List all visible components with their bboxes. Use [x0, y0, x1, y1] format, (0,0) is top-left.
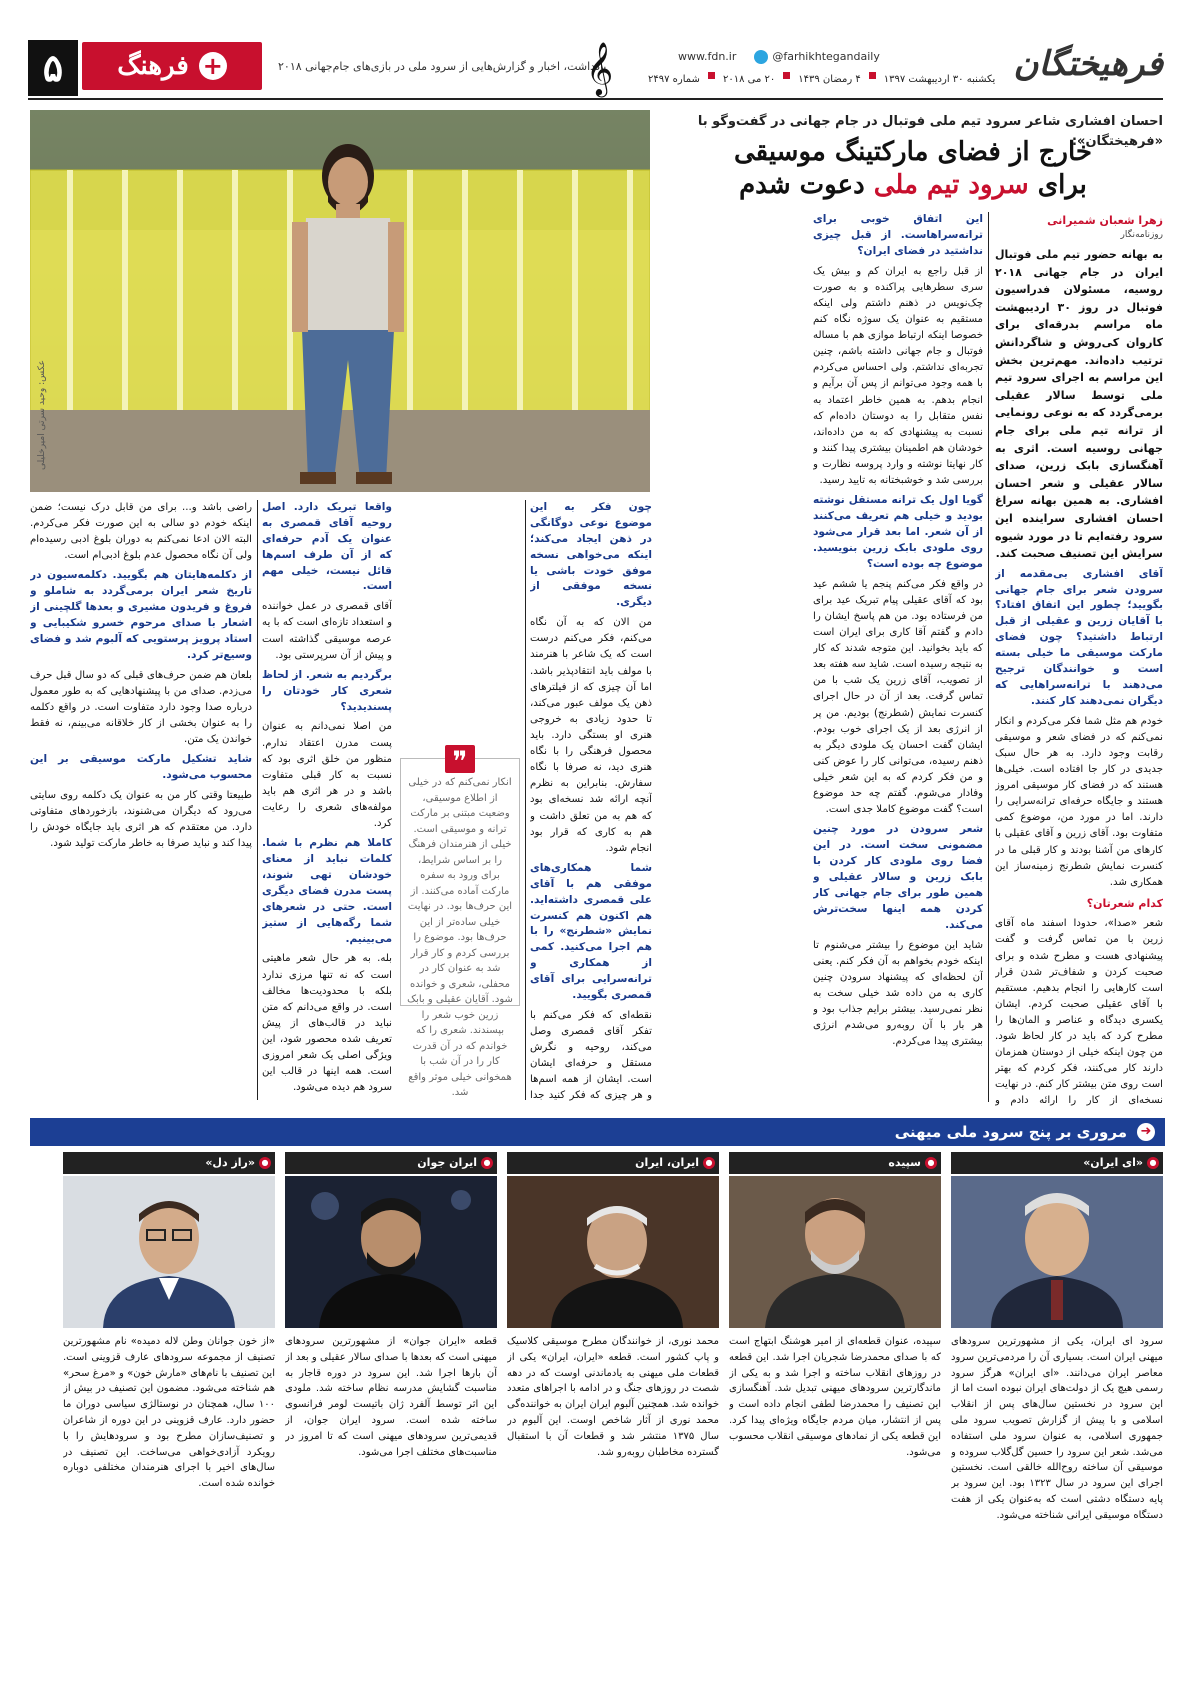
- telegram-icon: [754, 50, 768, 64]
- headline-line-1: خارج از فضای مارکتینگ موسیقی: [734, 137, 1092, 167]
- card-tag: ● «راز دل»: [63, 1152, 275, 1174]
- quote-mark-icon: ❞: [445, 745, 475, 773]
- article-headline: [663, 136, 1163, 201]
- newspaper-logo: فرهیختگان: [1013, 44, 1163, 84]
- masthead: [28, 36, 1163, 100]
- issue-number: شماره ۲۴۹۷: [648, 74, 700, 85]
- answer: بلعان هم ضمن حرف‌های قبلی که دو سال قبل حرف می‌زدم. صدای من با پیشنهادهایی که به طور معمول درباره صدا وجود دارد متفاوت است. در واقع دکلمه را به عنوان بخشی از کار خلاقانه می‌بینم، نه فقط خواندن یک متن.: [30, 669, 252, 746]
- anthem-card: [951, 1152, 1163, 1692]
- website-link[interactable]: www.fdn.ir: [678, 50, 737, 63]
- anthem-card: [285, 1152, 497, 1692]
- question: این اتفاق خوبی برای ترانه‌سراهاست. از قبل چیزی نداشتید در فضای ایران؟: [813, 213, 983, 257]
- answer: من الان که به آن نگاه می‌کنم، فکر می‌کنم درست است که یک شاعر با هنرمند با مولف باید انتقادپذیر باشد. اما آن چیزی که از فیلترهای ذهن یک مولف عبور می‌کند، تا حدود زیادی به خروجی هنری او بستگی دارد. باید محصول فرهنگی را با نگاه هنری دید، نه صرفا با نگاه سفارش. بنابراین به نظرم آنچه ارائه شد نسخه‌ای بود که هم به من تعلق داشت و هم به کاری که قرار بود انجام شود.: [530, 617, 652, 854]
- article-kicker: احسان افشاری شاعر سرود تیم ملی فوتبال در جام جهانی در گفت‌وگو با «فرهیختگان»:: [697, 114, 1163, 150]
- bullet-icon: ●: [1147, 1157, 1159, 1169]
- column-2: [813, 212, 983, 1106]
- plus-icon: +: [199, 52, 227, 80]
- card-tag: ● ایران جوان: [285, 1152, 497, 1174]
- web-links: [678, 48, 880, 65]
- pull-quote-text: انکار نمی‌کنم که در خیلی از اطلاع موسیقی، وضعیت مبتنی بر مارکت ترانه و موسیقی است. خیلی از هنرمندان فرهنگ را بر اساس شرایط، برای ورود به سفره مارکت آماده می‌کنند. از این حرف‌ها بود. در نهایت خیلی ساده‌تر از این حرف‌ها بود. موضوع را بررسی کردم و کار قرار شد به عنوان کار در محفلی، شعری و خوانده شود. آقایان عقیلی و بابک زرین خوب شعر را بپسندند. شعری را که خواندم که در آن قدرت کار را در آن شب با همخوانی خیلی موثر واقع شد.: [407, 777, 513, 1098]
- photo-caption: عکس: وحید سرتی امیرخلیلی: [37, 360, 47, 471]
- five-anthems-title: ➜ مروری بر پنج سرود ملی میهنی: [30, 1118, 1165, 1146]
- card-text: قطعه «ایران جوان» از مشهورترین سرودهای میهنی است که بعدها با صدای سالار عقیلی و بعد از آن بارها اجرا شد. این سرود در دوره قاجار به مناسبت گشایش مدرسه نظام ساخته شد. ملودی این اثر توسط آلفرد ژان باتیست لومر فرانسوی ساخته شده است. سرود ایران جوان، از قدیمی‌ترین سرودهای میهنی است که تا امروز در مناسبت‌های مختلف اجرا می‌شود.: [285, 1336, 497, 1458]
- section-label[interactable]: [82, 42, 262, 90]
- question: برگردیم به شعر. از لحاظ شعری کار خودتان را پسندیدید؟: [262, 668, 392, 713]
- page-number: ۵: [28, 40, 78, 96]
- date-persian: یکشنبه ۳۰ اردیبهشت ۱۳۹۷: [883, 74, 996, 85]
- card-photo: [729, 1176, 941, 1328]
- question: آقای افشاری بی‌مقدمه از سرودن شعر برای جام جهانی بگویید؛ چطور این اتفاق افتاد؟ با آقایان زرین و عقیلی از قبل ارتباط داشتید؟ چون فضای مارکت موسیقی ما خیلی بسته است و خوانندگان ترجیح می‌دهند با ترانه‌سراهایی که دیگران نمی‌دهند کار کنند.: [995, 567, 1163, 707]
- question: گویا اول یک ترانه مستقل نوشته بودید و خیلی هم تعریف می‌کنند از آن شعر. اما بعد قرار می‌شود روی ملودی بابک زرین بنویسید. موضوع چه بوده است؟: [813, 494, 983, 570]
- answer: آقای قمصری در عمل خواننده و استعداد تازه‌ای است که با یه عرصه موسیقی گذاشته است و پیش از آن سرپرستی بود.: [262, 601, 392, 661]
- date-hijri: ۴ رمضان ۱۴۳۹: [798, 74, 861, 85]
- card-photo: [507, 1176, 719, 1328]
- arrow-left-icon: ➜: [1137, 1123, 1155, 1141]
- column-1: [995, 246, 1163, 1106]
- date-line: [648, 72, 995, 88]
- card-text: سپیده، عنوان قطعه‌ای از امیر هوشنگ ابتهاج است که با صدای محمدرضا شجریان اجرا شد. این قطعه در روزهای انقلاب ساخته و اجرا شد و به یکی از ماندگارترین سرودهای میهنی تبدیل شد. آهنگسازی این تصنیف را محمدرضا لطفی انجام داده است و پس از انتشار، میان مردم جایگاه ویژه‌ای پیدا کرد. این قطعه یکی از نمادهای موسیقی انقلاب محسوب می‌شود.: [729, 1336, 941, 1458]
- card-text: «از خون جوانان وطن لاله دمیده» نام مشهورترین تصنیف از مجموعه سرودهای عارف قزوینی است. این تصنیف با نام‌های «مارش خون» و «مرغ سحر» هم شناخته می‌شود. مضمون این تصنیف در بیش از ۱۰۰ سال، همچنان در نوستالژی سیاسی دوران ما حضور دارد. عارف قزوینی در این دوره از شاعران و تصنیف‌سازان مطرح بود و سرودهایش را با رویکرد آزادی‌خواهی می‌ساخت. این تصنیف در سال‌های اخیر با اجرای هنرمندان مختلفی دوباره خوانده شده است.: [63, 1336, 275, 1490]
- portrait-illustration: [30, 110, 650, 492]
- card-text: محمد نوری، از خوانندگان مطرح موسیقی کلاسیک و پاپ کشور است. قطعه «ایران، ایران» یکی از قطعات ملی میهنی به یادماندنی اوست که در دهه شصت در روزهای جنگ و در ادامه با اجراهای متعدد خوانده شد. همچنین آلبوم ایران ایران به خواننده‌گی محمد نوری از آثار شاخص اوست. این آلبوم در سال ۱۳۷۵ منتشر شد و قطعات آن با استقبال گسترده مخاطبان روبه‌رو شد.: [507, 1336, 719, 1458]
- author-block: [1043, 212, 1163, 243]
- pull-quote: [400, 745, 520, 1098]
- answer: خودم هم مثل شما فکر می‌کردم و انکار نمی‌کنم که در فضای شعر و موسیقی رقابت وجود دارد. به هر حال سبک جدیدی در کار جا افتاده است. خیلی‌ها هستند که در فضای کار موسیقی امروز هستند و جایگاه حرفه‌ای ترانه‌سرایی را دارند. اما در مورد من، موضوع کمی متفاوت بود. آقای زرین و آقای عقیلی با کارهای من آشنا بودند و کار قبلی ما در کنسرت نمایش شطرنج زمینه‌ساز این همکاری شد.: [995, 715, 1163, 888]
- bullet-icon: ●: [259, 1157, 271, 1169]
- question: شما همکاری‌های موفقی هم با آقای علی قمصری داشته‌اید. هم اکنون هم کنسرت نمایش «شطرنج» را با هم اجرا می‌کنید. کمی از همکاری و ترانه‌سرایی برای آقای قمصری بگویید.: [530, 861, 652, 1001]
- column-5: [30, 500, 252, 1106]
- answer: نقطه‌ای که فکر می‌کنم با تفکر آقای قمصری وصل می‌کند، روحیه و نگرش مستقل و حرفه‌ای ایشان است. ایشان از همه اسم‌ها و هر چیزی که فکر کنید جدا: [530, 1009, 652, 1102]
- question: کاملا هم نظرم با شما. کلمات نباید از معنای خودشان تهی شوند، پست مدرن فضای دیگری است. حتی در شعرهای شما رگه‌هایی از ستیز می‌بینیم.: [262, 837, 392, 945]
- card-tag: ● ایران، ایران: [507, 1152, 719, 1174]
- headline-line-2: برای سرود تیم ملی دعوت شدم: [739, 169, 1087, 200]
- social-handle[interactable]: @farhikhtegandaily: [754, 48, 879, 65]
- answer: بله. به هر حال شعر ماهیتی است که نه تنها مرزی ندارد بلکه با محدودیت‌ها مخالف است. در واقع می‌دانم که متن نباید در قالب‌های از پیش تعریف شده محصور شود، این ویژگی اصلی یک شعر امروزی است. همه اینها در قالب این سرود هم دیده می‌شود.: [262, 953, 392, 1094]
- anthem-card: [507, 1152, 719, 1692]
- question: شعر سرودن در مورد چنین مضمونی سخت است. در این فضا روی ملودی کار کردن با بابک زرین و سالار عقیلی و همین طور برای جام جهانی کار کردن همه اینها سخت‌ترش می‌کند.: [813, 823, 983, 931]
- card-photo: [63, 1176, 275, 1328]
- answer: در واقع فکر می‌کنم پنجم یا ششم عید بود که آقای عقیلی پیام تبریک عید برای من فرستاده بود. من هم پاسخ ایشان را دادم و گفتم آقا کاری برای ایران است که باید بخوانید. این متوجه شدند که کار به نتیجه رسیده است. شاید سه هفته بعد از تصویب، آقای زرین یک شب با من تماس گرفت. بعد از آن در حال اجرای کنسرت نمایش (شطرنج) بودیم. من پر از انرژی بعد از یک اجرای خوب بودم. ایشان گفت احسان یک ملودی دیگر به ذهنم رسیده، می‌توانی کار را عوض کنی و من فکر کردم که به این شعر خیلی وفادار می‌شوم. گفتم چه حد موضوع است؟ گفت موضوع کاملا جدی است.: [813, 578, 983, 816]
- answer: شاید این موضوع را بیشتر می‌شنوم تا اینکه خودم بخواهم به آن فکر کنم. یعنی آن لحظه‌ای که پیشنهاد سرودن چنین کاری به من داده شد خیلی سخت به نظر نمی‌رسید. بیشتر برایم جذاب بود و هر بار با آن روبه‌رو می‌شدم انرژی بیشتری پیدا می‌کردم.: [813, 939, 983, 1048]
- anthem-card: [729, 1152, 941, 1692]
- question: شاید تشکیل مارکت موسیقی بر این محسوب می‌شود.: [30, 753, 252, 782]
- answer: من اصلا نمی‌دانم به عنوان پست مدرن اعتقاد ندارم. منظور من خلق اثری بود که نسبت به کار قبلی متفاوت باشد و در هر اثری هم باید مولفه‌های شعری را رعایت کرد.: [262, 721, 392, 830]
- article-photo: [30, 110, 650, 492]
- answer: شعر «صدا»، حدودا اسفند ماه آقای زرین با من تماس گرفت و گفت پیشنهادی هست و مطرح شده و برای صحبت کردن و شفاف‌تر شدن قرار است کارهایی را انجام بدهیم. مستقیم با آقای عقیلی صحبت کردم. ایشان یکسری دیدگاه و عناصر و المان‌ها را مطرح کرد که باید در کار لحاظ شود. من چون اینکه خیلی از دوستان همزمان دارند کار می‌کنند، فکر کردم که بهتر است روی متن بیشتر کار کنم. در نهایت نسخه‌ای از کار را ارائه دادم و: [995, 918, 1163, 1106]
- card-photo: [285, 1176, 497, 1328]
- card-tag: ● سپیده: [729, 1152, 941, 1174]
- section-title: فرهنگ: [117, 50, 189, 81]
- subhead: کدام شعرتان؟: [1086, 896, 1163, 910]
- anthem-card: [63, 1152, 275, 1692]
- author-name: زهرا شعبان شمیرانی: [1047, 214, 1163, 227]
- answer: از قبل راجع به ایران کم و بیش یک سری سطرهایی پراکنده و به صورت چک‌نویس در ذهنم داشتم ولی اینکه مستقیم به عنوان یک سوژه نگاه کنم خصوصا اینکه ارتباط موازی هم با مساله فوتبال و جام جهانی داشته باشم، چنین تجربه‌ای نداشتم. ولی احساس می‌کردم با همه وجود می‌توانم از پس آن برآیم و انجام بدهم. به همین خاطر اعتماد به نفس متقابل را به دوستان داده‌ام که نسبت به پیشنهادی که به من داده‌اند، خودشان هم اطمینان بیشتری پیدا کنند و کار نهایتا نوشته و وارد پروسه نظارت و بررسی شد و خوشبختانه به تایید رسید.: [813, 265, 983, 487]
- column-3: [530, 500, 652, 1106]
- question: چون فکر به این موضوع نوعی دوگانگی در ذهن ایجاد می‌کند؛ اینکه می‌خواهی نسخه موفق خودت باشی یا نسخه موفقی از دیگری.: [530, 501, 652, 609]
- column-4: [262, 500, 392, 1106]
- bullet-icon: ●: [481, 1157, 493, 1169]
- card-photo: [951, 1176, 1163, 1328]
- answer: طبیعتا وقتی کار من به عنوان یک دکلمه روی سایتی می‌رود که دیگران می‌شنوند، بازخوردهای متفاوتی دارد. من معتقدم که هر اثری باید جایگاه خودش را پیدا کند و نباید صرفا به خاطر مارکت تولید شود.: [30, 790, 252, 850]
- question: از دکلمه‌هایتان هم بگویید. دکلمه‌سیون در تاریخ شعر ایران برمی‌گردد به شاملو و فروغ و فریدون مشیری و بعدها گلچینی از اشعار با صدای مرحوم خسرو شکیبایی و استاد پرویز پرستویی که آلبوم شد و فضای وسیع‌تر کرد.: [30, 569, 252, 661]
- bullet-icon: ●: [703, 1157, 715, 1169]
- answer: راضی باشد و... برای من قابل درک نیست؛ ضمن اینکه خودم دو سالی به این صورت فکر می‌کردم. البته الان ادعا نمی‌کنم به دوران بلوغ ادبی رسیده‌ام ولی آن نگاه محصول عدم بلوغ ادبی‌ام است.: [30, 502, 252, 562]
- treble-clef-icon: 𝄞: [586, 41, 614, 95]
- lead-paragraph: به بهانه حضور تیم ملی فوتبال ایران در جام جهانی ۲۰۱۸ روسیه، مسئولان فدراسیون فوتبال در روز ۳۰ اردیبهشت ماه مراسم بدرقه‌ای برای کاروان کی‌روش و شاگردانش ترتیب داده‌اند. مهم‌ترین بخش این مراسم به اجرای سرود تیم ملی توسط سالار عقیلی برمی‌گردد که به نوعی رونمایی از ترانه تیم ملی برای جام جهانی روسیه است. اثری به آهنگسازی بابک زرین، صدای سالار عقیلی و شعر احسان افشاری. به همین بهانه سراغ احسان افشاری سراینده این سرود رفته‌ایم تا در مورد شیوه سرایش این تصنیف صحبت کند.: [995, 248, 1163, 561]
- question: واقعا تبریک دارد. اصل روحیه آقای قمصری به عنوان یک آدم حرفه‌ای که از آن طرف اسم‌ها قائل نیست، خیلی مهم است.: [262, 501, 392, 593]
- section-subtitle: یادداشت، اخبار و گزارش‌هایی از سرود ملی در بازی‌های جام‌جهانی ۲۰۱۸: [278, 60, 607, 73]
- bullet-icon: ●: [925, 1157, 937, 1169]
- date-gregorian: ۲۰ می ۲۰۱۸: [722, 74, 776, 85]
- author-role: روزنامه‌نگار: [1120, 230, 1163, 241]
- card-tag: ● «ای ایران»: [951, 1152, 1163, 1174]
- card-text: سرود ای ایران، یکی از مشهورترین سرودهای میهنی ایران است. بسیاری آن را مردمی‌ترین سرود معاصر ایران می‌دانند. «ای ایران» هرگز سرود رسمی هیچ یک از دولت‌های ایران نبوده است اما از این سرود در نخستین سال‌های پس از انقلاب اسلامی و با پیش از گزارش تصویب سرود ملی جمهوری اسلامی، به عنوان سرود ملی استفاده می‌شد. شعر این سرود را حسین گل‌گلاب سروده و موسیقی آن ساخته روح‌الله خالقی است. نخستین اجرای این سرود در سال ۱۳۲۳ بود. این سرود بر پایه دستگاه دشتی است که به‌عنوان یکی از هفت دستگاه موسیقی ایرانی شناخته می‌شود.: [951, 1336, 1163, 1521]
